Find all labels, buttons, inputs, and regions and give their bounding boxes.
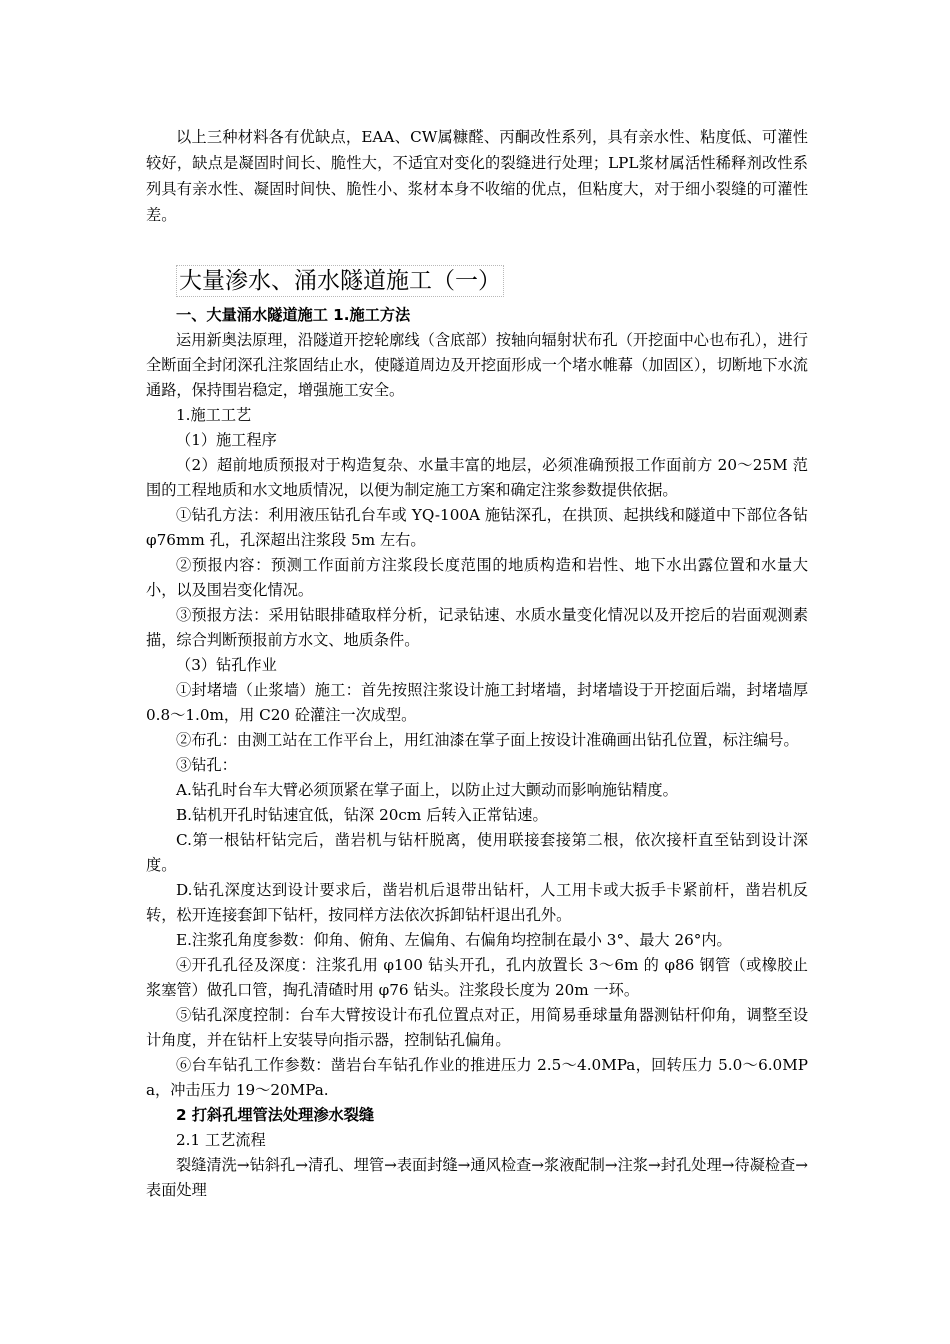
paragraph: B.钻机开孔时钻速宜低，钻深 20cm 后转入正常钻速。 — [176, 806, 548, 824]
paragraph: ②布孔：由测工站在工作平台上，用红油漆在掌子面上按设计准确画出钻孔位置，标注编号。 — [176, 731, 799, 749]
paragraph: 2.1 工艺流程 — [176, 1131, 266, 1149]
heading-2: 2 打斜孔埋管法处理渗水裂缝 — [176, 1106, 375, 1124]
paragraph: ①钻孔方法：利用液压钻孔台车或 YQ-100A 施钻深孔，在拱顶、起拱线和隧道中下部位各钻 φ76mm 孔，孔深超出注浆段 5m 左右。 — [146, 506, 808, 549]
paragraph: ③钻孔： — [176, 756, 237, 774]
paragraph: ②预报内容：预测工作面前方注浆段长度范围的地质构造和岩性、地下水出露位置和水量大小，以及围岩变化情况。 — [146, 556, 808, 599]
section-title: 大量渗水、涌水隧道施工（一） — [176, 265, 504, 297]
paragraph: ④开孔孔径及深度：注浆孔用 φ100 钻头开孔，孔内放置长 3～6m 的 φ86 钢管（或橡胶止浆塞管）做孔口管，掏孔清碴时用 φ76 钻头。注浆段长度为 20m 一环。 — [146, 956, 808, 999]
section-title-wrap — [176, 265, 808, 297]
document-page — [146, 124, 808, 1203]
intro-paragraph: 以上三种材料各有优缺点，EAA、CW属糠醛、丙酮改性系列，具有亲水性、粘度低、可灌性较好，缺点是凝固时间长、脆性大，不适宜对变化的裂缝进行处理；LPL浆材属活性稀释剂改性系列具有亲水性、凝固时间快、脆性小、浆材本身不收缩的优点，但粘度大，对于细小裂缝的可灌性差。 — [146, 128, 808, 224]
paragraph: （1）施工程序 — [176, 431, 277, 449]
paragraph: A.钻孔时台车大臂必须顶紧在掌子面上，以防止过大颤动而影响施钻精度。 — [176, 781, 678, 799]
paragraph: 裂缝清洗→钻斜孔→清孔、埋管→表面封缝→通风检查→浆液配制→注浆→封孔处理→待凝检查→表面处理 — [146, 1156, 808, 1199]
paragraph: 1.施工工艺 — [176, 406, 252, 424]
paragraph: ①封堵墙（止浆墙）施工：首先按照注浆设计施工封堵墙，封堵墙设于开挖面后端，封堵墙厚 0.8～1.0m，用 C20 砼灌注一次成型。 — [146, 681, 808, 724]
paragraph: 运用新奥法原理，沿隧道开挖轮廓线（含底部）按轴向辐射状布孔（开挖面中心也布孔），进行全断面全封闭深孔注浆固结止水，使隧道周边及开挖面形成一个堵水帷幕（加固区），切断地下水流通路，保持围岩稳定，增强施工安全。 — [146, 331, 808, 399]
paragraph: ③预报方法：采用钻眼排碴取样分析，记录钻速、水质水量变化情况以及开挖后的岩面观测素描，综合判断预报前方水文、地质条件。 — [146, 606, 808, 649]
paragraph: （3）钻孔作业 — [176, 656, 277, 674]
paragraph: （2）超前地质预报对于构造复杂、水量丰富的地层，必须准确预报工作面前方 20～25M 范围的工程地质和水文地质情况，以便为制定施工方案和确定注浆参数提供依据。 — [146, 456, 808, 499]
heading-1: 一、大量涌水隧道施工 1.施工方法 — [176, 306, 411, 324]
paragraph: D.钻孔深度达到设计要求后，凿岩机后退带出钻杆，人工用卡或大扳手卡紧前杆，凿岩机反转，松开连接套卸下钻杆，按同样方法依次拆卸钻杆退出孔外。 — [146, 881, 808, 924]
paragraph: C.第一根钻杆钻完后，凿岩机与钻杆脱离，使用联接套接第二根，依次接杆直至钻到设计深度。 — [146, 831, 808, 874]
paragraph: ⑥台车钻孔工作参数：凿岩台车钻孔作业的推进压力 2.5～4.0MPa，回转压力 5.0～6.0MPa，冲击压力 19～20MPa. — [146, 1056, 808, 1099]
paragraph: ⑤钻孔深度控制：台车大臂按设计布孔位置点对正，用简易垂球量角器测钻杆仰角，调整至设计角度，并在钻杆上安装导向指示器，控制钻孔偏角。 — [146, 1006, 808, 1049]
paragraph: E.注浆孔角度参数：仰角、俯角、左偏角、右偏角均控制在最小 3°、最大 26°内。 — [176, 931, 732, 949]
